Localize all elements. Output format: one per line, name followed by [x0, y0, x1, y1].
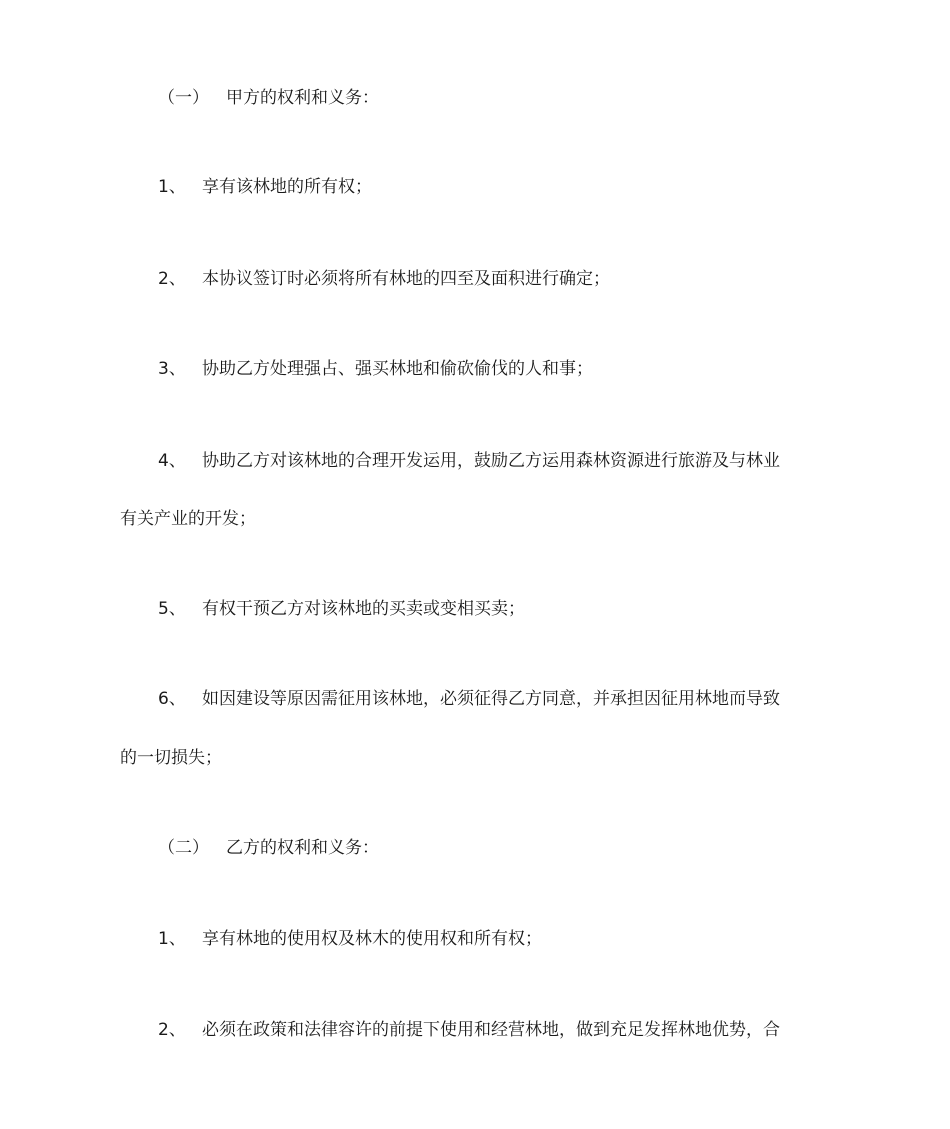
- section-heading: 甲方的权利和义务：: [226, 88, 379, 108]
- item-number: 6、: [158, 689, 186, 709]
- section-marker: （二）: [158, 838, 209, 858]
- item-text: 协助乙方处理强占、强买林地和偷砍偷伐的人和事；: [202, 359, 593, 379]
- item-number: 3、: [158, 359, 186, 379]
- item-number: 1、: [158, 177, 186, 197]
- item-text-continuation: 有关产业的开发；: [120, 509, 256, 529]
- section-heading: 乙方的权利和义务：: [226, 838, 379, 858]
- item-number: 5、: [158, 599, 186, 619]
- item-number: 2、: [158, 1020, 186, 1040]
- item-text: 本协议签订时必须将所有林地的四至及面积进行确定；: [202, 269, 610, 289]
- item-text-continuation: 的一切损失；: [120, 748, 222, 768]
- item-text: 享有该林地的所有权；: [202, 177, 372, 197]
- item-number: 2、: [158, 269, 186, 289]
- item-text: 必须在政策和法律容许的前提下使用和经营林地，做到充足发挥林地优势，合: [202, 1020, 780, 1040]
- item-number: 1、: [158, 929, 186, 949]
- item-text: 如因建设等原因需征用该林地，必须征得乙方同意，并承担因征用林地而导致: [202, 689, 780, 709]
- section-marker: （一）: [158, 88, 209, 108]
- item-text: 有权干预乙方对该林地的买卖或变相买卖；: [202, 599, 525, 619]
- item-text: 协助乙方对该林地的合理开发运用，鼓励乙方运用森林资源进行旅游及与林业: [202, 451, 780, 471]
- item-number: 4、: [158, 451, 186, 471]
- item-text: 享有林地的使用权及林木的使用权和所有权；: [202, 929, 542, 949]
